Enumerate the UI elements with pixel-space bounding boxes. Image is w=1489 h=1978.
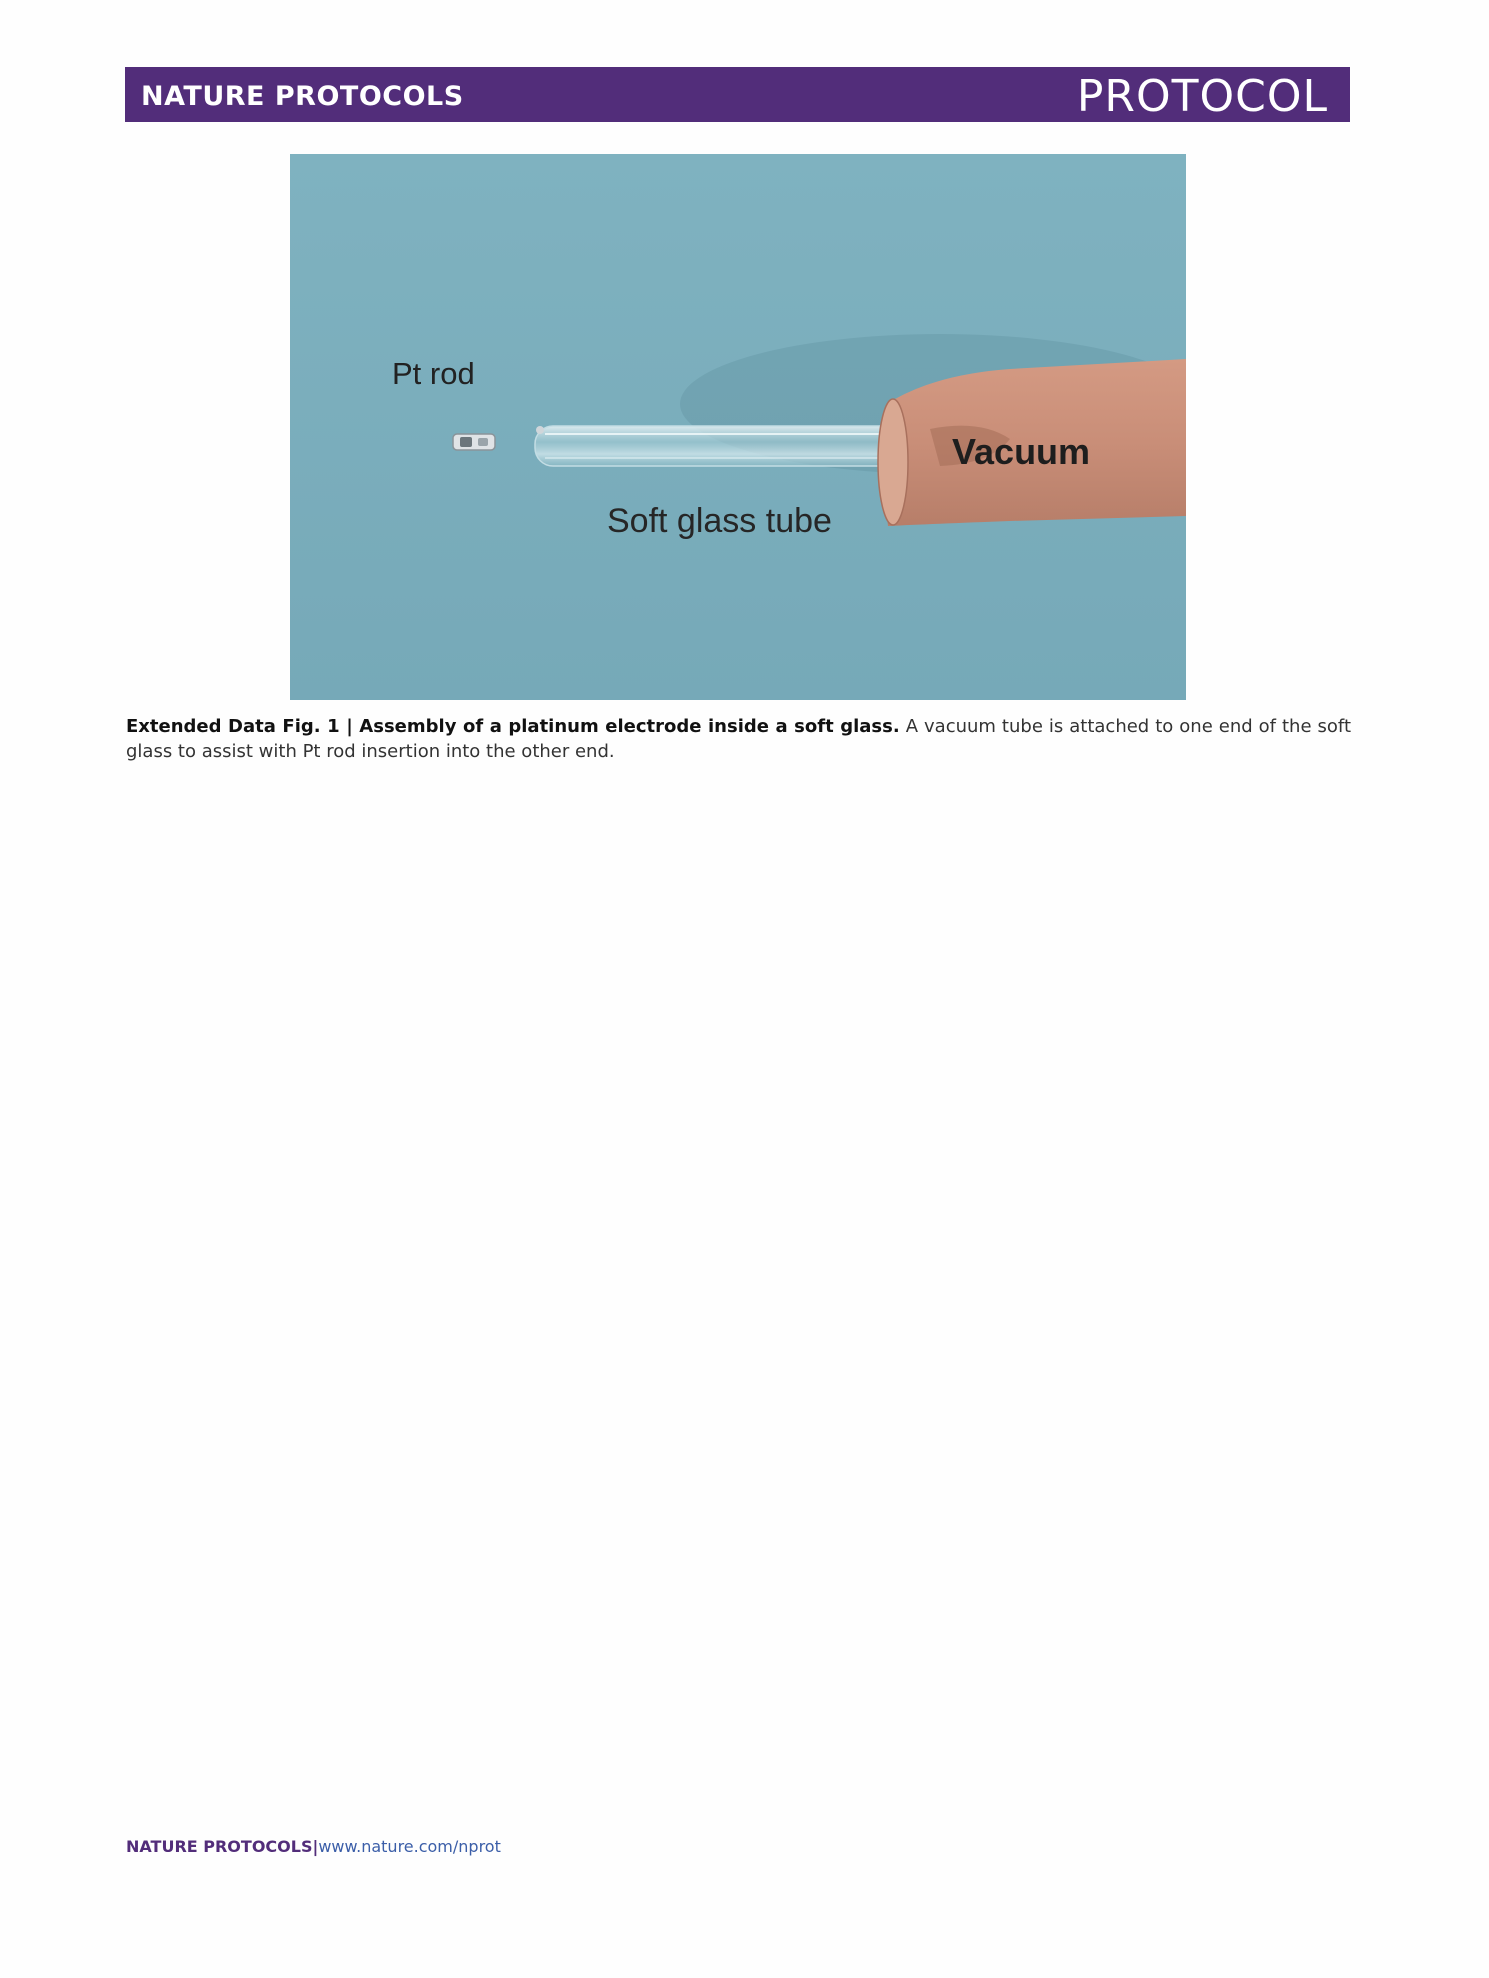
journal-header-bar xyxy=(125,67,1350,122)
page-footer xyxy=(126,1837,501,1856)
journal-name: NATURE PROTOCOLS xyxy=(141,81,464,112)
label-vacuum: Vacuum xyxy=(952,431,1091,472)
footer-journal: NATURE PROTOCOLS xyxy=(126,1837,313,1856)
pt-rod-piece xyxy=(453,434,495,450)
article-type: PROTOCOL xyxy=(1076,71,1328,122)
footer-url-link[interactable]: www.nature.com/nprot xyxy=(318,1837,501,1856)
label-pt-rod: Pt rod xyxy=(392,356,475,391)
label-soft-glass-tube: Soft glass tube xyxy=(607,502,832,540)
caption-text: A vacuum tube is attached to one end of the soft glass to assist with Pt rod insertion into the other end. xyxy=(126,716,1352,762)
figure-photo xyxy=(290,154,1186,700)
soft-glass-tube xyxy=(535,426,905,466)
footer-separator: | xyxy=(312,1837,319,1856)
figure-caption xyxy=(126,714,1351,764)
caption-title: Extended Data Fig. 1 | Assembly of a platinum electrode inside a soft glass. xyxy=(126,716,900,737)
